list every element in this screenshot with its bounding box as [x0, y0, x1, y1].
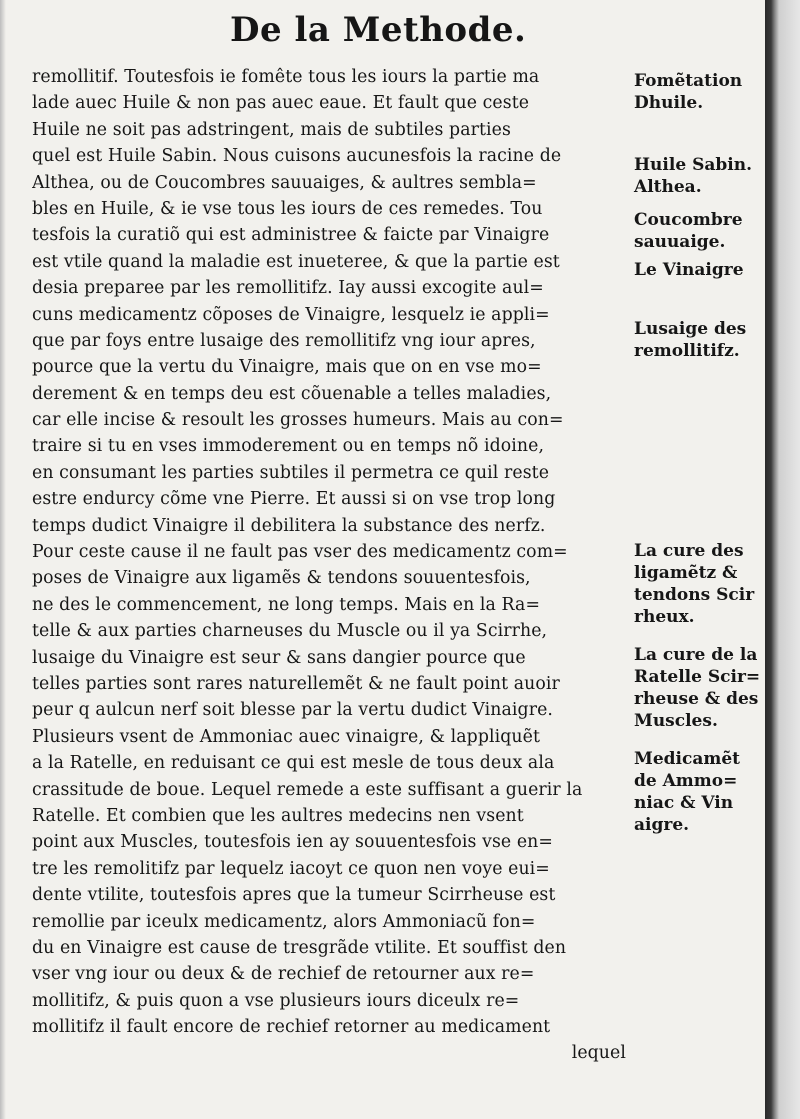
marginal-note-line: rheux. [634, 607, 695, 627]
marginal-note [634, 154, 752, 198]
marginal-note-line: Le Vinaigre [634, 260, 744, 280]
text-line: mollitifz, & puis quon a vse plusieurs iours diceulx re= [32, 990, 520, 1011]
text-line: poses de Vinaigre aux ligamẽs & tendons souuentesfois, [32, 568, 531, 589]
text-line: en consumant les parties subtiles il permetra ce quil reste [32, 462, 550, 483]
text-line: lusaige du Vinaigre est seur & sans dangier pource que [32, 647, 526, 668]
text-line: Huile ne soit pas adstringent, mais de subtiles parties [32, 119, 511, 140]
catchword: lequel [571, 1043, 626, 1064]
text-line: desia preparee par les remollitifz. Iay aussi excogite aul= [32, 278, 544, 299]
marginal-note [634, 748, 740, 836]
text-line: crassitude de boue. Lequel remede a este suffisant a guerir la [32, 779, 583, 800]
marginal-note-line: rheuse & des [634, 689, 759, 709]
text-line: peur q aulcun nerf soit blesse par la vertu dudict Vinaigre. [32, 700, 554, 721]
marginal-note-line: Huile Sabin. [634, 155, 752, 175]
text-line: lade auec Huile & non pas auec eaue. Et fault que ceste [32, 93, 530, 114]
marginal-note-line: La cure des [634, 541, 744, 561]
text-line: a la Ratelle, en reduisant ce qui est mesle de tous deux ala [32, 753, 555, 774]
marginal-note [634, 259, 744, 281]
text-line: bles en Huile, & ie vse tous les iours de ces remedes. Tou [32, 198, 543, 219]
text-line: traire si tu en vses immoderement ou en temps nõ idoine, [32, 436, 545, 457]
text-line: tre les remolitifz par lequelz iacoyt ce quon nen voye eui= [32, 858, 550, 879]
text-line: cuns medicamentz cõposes de Vinaigre, lesquelz ie appli= [32, 304, 550, 325]
marginal-note-line: Medicamẽt [634, 749, 741, 769]
marginal-note [634, 70, 742, 114]
text-line: pource que la vertu du Vinaigre, mais que on en vse mo= [32, 357, 542, 378]
text-line: mollitifz il fault encore de rechief retorner au medicament [32, 1017, 551, 1038]
text-line: Ratelle. Et combien que les aultres medecins nen vsent [32, 805, 524, 826]
text-line: du en Vinaigre est cause de tresgrãde vtilite. Et souffist den [32, 937, 567, 958]
marginal-note-line: Fomẽtation [634, 71, 743, 91]
book-gutter [765, 0, 800, 1119]
text-line: point aux Muscles, toutesfois ien ay souuentesfois vse en= [32, 832, 553, 853]
marginal-note-line: niac & Vin [634, 793, 734, 813]
marginal-note-line: Ratelle Scir= [634, 667, 761, 687]
marginal-note [634, 209, 743, 253]
page-left-shadow [0, 0, 6, 1119]
text-line: que par foys entre lusaige des remollitifz vng iour apres, [32, 330, 536, 351]
text-line: Althea, ou de Coucombres sauuaiges, & aultres sembla= [32, 172, 537, 193]
text-line: remollie par iceulx medicamentz, alors Ammoniacũ fon= [32, 911, 536, 932]
marginal-note-line: ligamẽtz & [634, 563, 738, 583]
text-line: temps dudict Vinaigre il debilitera la substance des nerfz. [32, 515, 546, 536]
text-line: vser vng iour ou deux & de rechief de retourner aux re= [32, 964, 535, 985]
page-header: De la Methode. [230, 10, 527, 50]
text-line: telles parties sont rares naturellemẽt & ne fault point auoir [32, 673, 560, 694]
main-text-block [32, 64, 630, 1067]
text-line: est vtile quand la maladie est inueteree, & que la partie est [32, 251, 560, 272]
marginal-note-line: Lusaige des [634, 319, 747, 339]
marginal-note [634, 318, 746, 362]
text-line: Pour ceste cause il ne fault pas vser des medicamentz com= [32, 542, 568, 563]
marginal-note-line: Muscles. [634, 711, 718, 731]
text-line: telle & aux parties charneuses du Muscle ou il ya Scirrhe, [32, 621, 548, 642]
text-line: remollitif. Toutesfois ie fomête tous les iours la partie ma [32, 67, 540, 87]
marginal-note [634, 644, 760, 732]
marginal-note-line: remollitifz. [634, 341, 740, 361]
marginal-note-line: tendons Scir [634, 585, 755, 605]
marginal-note-line: aigre. [634, 815, 690, 835]
marginal-note [634, 540, 754, 628]
text-line: ne des le commencement, ne long temps. Mais en la Ra= [32, 594, 541, 615]
text-line: derement & en temps deu est cõuenable a telles maladies, [32, 383, 552, 404]
text-line: tesfois la curatiõ qui est administree & faicte par Vinaigre [32, 225, 550, 246]
marginal-note-line: sauuaige. [634, 232, 726, 252]
marginal-note-line: de Ammo= [634, 771, 738, 791]
marginal-note-line: Althea. [634, 177, 702, 197]
marginal-note-line: Coucombre [634, 210, 743, 230]
text-line: car elle incise & resoult les grosses humeurs. Mais au con= [32, 410, 564, 431]
marginal-note-line: Dhuile. [634, 93, 704, 113]
text-line: Plusieurs vsent de Ammoniac auec vinaigre, & lappliquẽt [32, 726, 541, 747]
text-line: dente vtilite, toutesfois apres que la tumeur Scirrheuse est [32, 885, 556, 906]
marginal-note-line: La cure de la [634, 645, 758, 665]
text-line: estre endurcy cõme vne Pierre. Et aussi si on vse trop long [32, 489, 556, 510]
text-line: quel est Huile Sabin. Nous cuisons aucunesfois la racine de [32, 146, 562, 167]
